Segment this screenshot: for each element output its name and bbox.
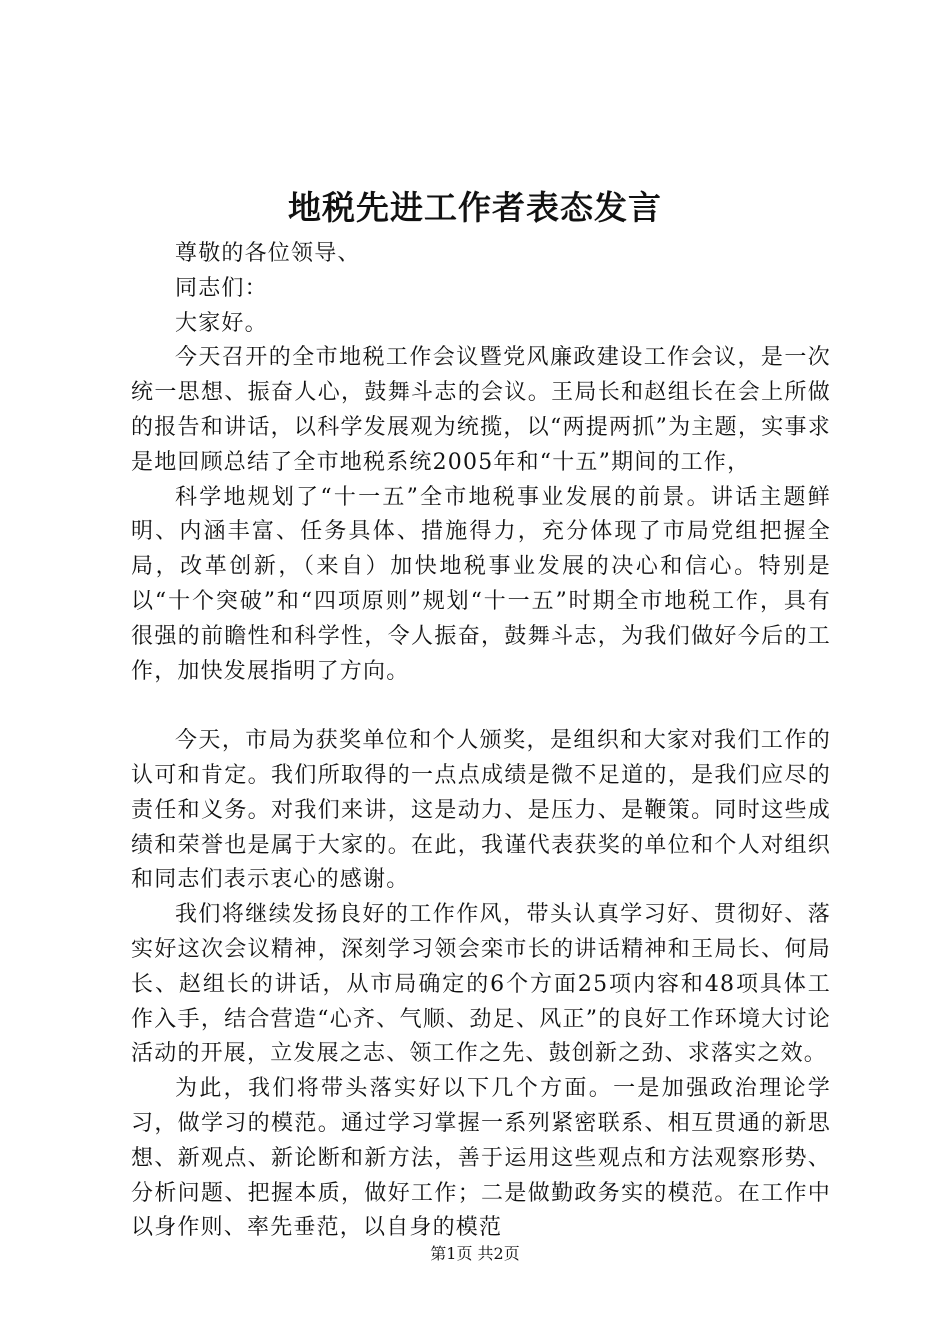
salutation-line: 同志们：: [175, 275, 268, 301]
page-number-footer: 第1页 共2页: [430, 1244, 520, 1263]
document-title: 地税先进工作者表态发言: [288, 188, 662, 227]
greeting-line: 大家好。: [175, 310, 268, 336]
body-paragraph: 我们将继续发扬良好的工作作风，带头认真学习好、贯彻好、落实好这次会议精神，深刻学习领会栾市长的讲话精神和王局长、何局长、赵组长的讲话，从市局确定的6个方面25项内容和48项具体工作入手，结合营造“心齐、气顺、劲足、风正”的良好工作环境大讨论活动的开展，立发展之志、领工作之先、鼓创新之劲、求落实之效。: [131, 902, 831, 1067]
document-body: [131, 237, 831, 1246]
salutation-line: 尊敬的各位领导、: [175, 241, 361, 266]
body-paragraph: 今天召开的全市地税工作会议暨党风廉政建设工作会议，是一次统一思想、振奋人心，鼓舞斗志的会议。王局长和赵组长在会上所做的报告和讲话，以科学发展观为统揽，以“两提两抓”为主题，实事求是地回顾总结了全市地税系统2005年和“十五”期间的工作，: [131, 345, 831, 475]
body-paragraph: 科学地规划了“十一五”全市地税事业发展的前景。讲话主题鲜明、内涵丰富、任务具体、措施得力，充分体现了市局党组把握全局，改革创新，（来自）加快地税事业发展的决心和信心。特别是以“十个突破”和“四项原则”规划“十一五”时期全市地税工作，具有很强的前瞻性和科学性，令人振奋，鼓舞斗志，为我们做好今后的工作，加快发展指明了方向。: [131, 484, 831, 684]
body-paragraph: 今天，市局为获奖单位和个人颁奖，是组织和大家对我们工作的认可和肯定。我们所取得的一点点成绩是微不足道的，是我们应尽的责任和义务。对我们来讲，这是动力、是压力、是鞭策。同时这些成绩和荣誉也是属于大家的。在此，我谨代表获奖的单位和个人对组织和同志们表示衷心的感谢。: [131, 728, 831, 893]
body-paragraph: 为此，我们将带头落实好以下几个方面。一是加强政治理论学习，做学习的模范。通过学习掌握一系列紧密联系、相互贯通的新思想、新观点、新论断和新方法，善于运用这些观点和方法观察形势、分析问题、把握本质，做好工作；二是做勤政务实的模范。在工作中以身作则、率先垂范，以自身的模范: [131, 1076, 831, 1241]
